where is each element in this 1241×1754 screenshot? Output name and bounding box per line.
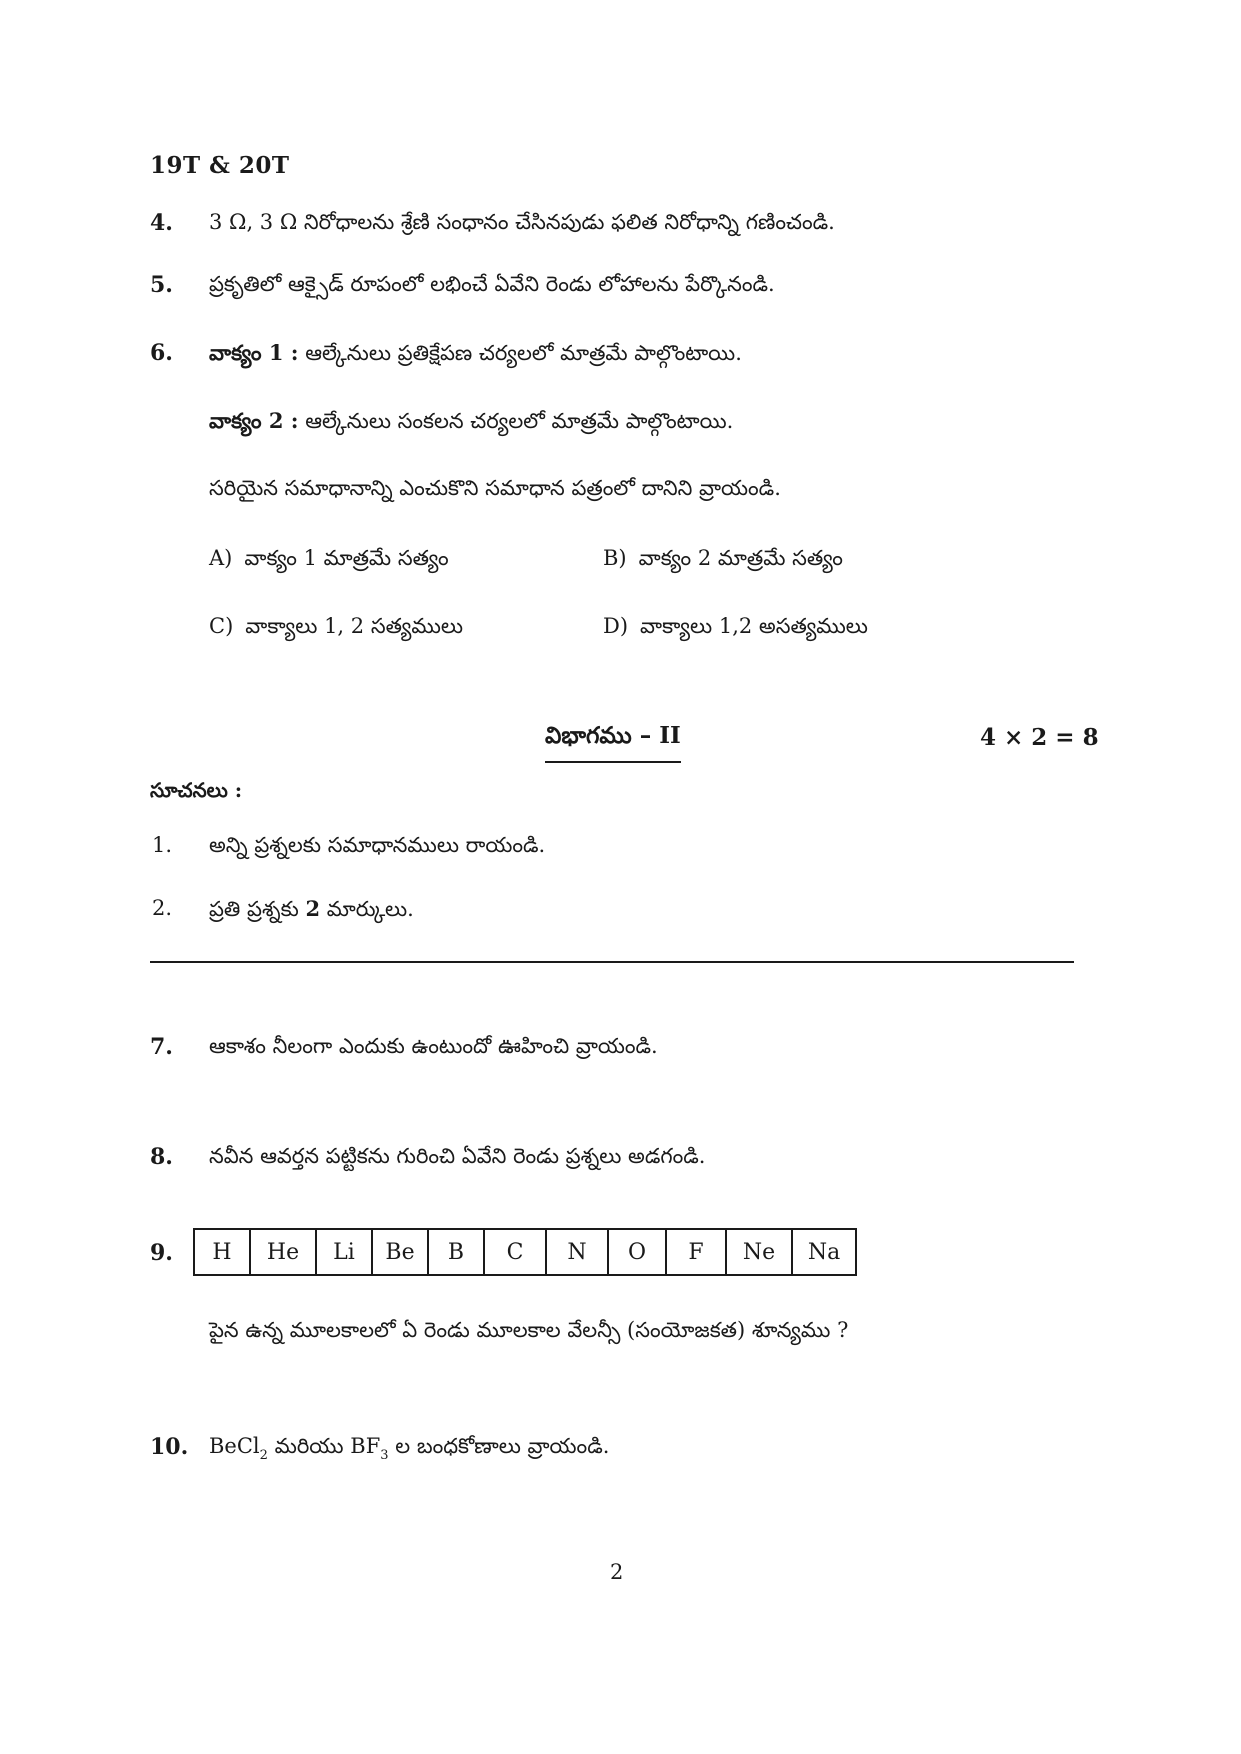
element-cell: O	[608, 1229, 666, 1275]
element-cell: Li	[316, 1229, 372, 1275]
instruction-number: 1.	[152, 833, 173, 857]
option-c	[209, 614, 463, 644]
instruction-text-before: ప్రతి ప్రశ్నకు	[209, 897, 299, 921]
question-number: 4.	[150, 210, 173, 236]
instruction-number: 2.	[152, 896, 173, 920]
element-cell: F	[666, 1229, 726, 1275]
option-text: వాక్యాలు 1,2 అసత్యములు	[640, 614, 868, 638]
option-d	[603, 614, 868, 644]
question-text: 3 Ω, 3 Ω నిరోధాలను శ్రేణి సంధానం చేసినపుడు ఫలిత నిరోధాన్ని గణించండి.	[209, 210, 835, 234]
option-text: వాక్యం 1 మాత్రమే సత్యం	[244, 546, 449, 570]
statement-1	[209, 340, 742, 371]
element-cell: N	[546, 1229, 608, 1275]
statement-2-text: ఆల్కేనులు సంకలన చర్యలలో మాత్రమే పాల్గొంటాయి.	[305, 409, 734, 433]
question-number: 8.	[150, 1144, 173, 1170]
connector-word: మరియు	[274, 1434, 344, 1458]
question-text-tail: ల బంధకోణాలు వ్రాయండి.	[395, 1434, 610, 1458]
option-label: A)	[209, 546, 233, 570]
page-number: 2	[610, 1560, 624, 1584]
instruction-marks: 2	[305, 896, 321, 921]
question-text: పైన ఉన్న మూలకాలలో ఏ రెండు మూలకాల వేలన్సీ (సంయోజకత) శూన్యము ?	[209, 1318, 849, 1342]
instructions-heading: సూచనలు :	[150, 778, 243, 802]
formula-base: BeCl	[209, 1434, 260, 1458]
question-number: 10.	[150, 1434, 189, 1460]
formula-becl	[209, 1434, 268, 1463]
element-cell: H	[194, 1229, 250, 1275]
q6-instruction: సరియైన సమాధానాన్ని ఎంచుకొని సమాధాన పత్రంలో దానిని వ్రాయండి.	[209, 476, 781, 500]
question-text: ఆకాశం నీలంగా ఎందుకు ఉంటుందో ఊహించి వ్రాయండి.	[209, 1034, 658, 1058]
formula-subscript: 2	[259, 1448, 268, 1463]
option-label: C)	[209, 614, 234, 638]
question-text: ప్రకృతిలో ఆక్సైడ్ రూపంలో లభించే ఏవేని రెండు లోహాలను పేర్కొనండి.	[209, 272, 775, 296]
statement-1-label: వాక్యం 1 :	[209, 340, 299, 365]
option-text: వాక్యాలు 1, 2 సత్యములు	[245, 614, 464, 638]
elements-table	[193, 1228, 857, 1276]
element-cell: He	[250, 1229, 316, 1275]
question-text	[209, 1434, 609, 1464]
divider-line	[150, 961, 1074, 963]
statement-1-text: ఆల్కేనులు ప్రతిక్షేపణ చర్యలలో మాత్రమే పాల్గొంటాయి.	[305, 341, 742, 365]
instruction-text: అన్ని ప్రశ్నలకు సమాధానములు రాయండి.	[209, 833, 546, 857]
formula-base: BF	[350, 1434, 381, 1458]
question-number: 9.	[150, 1240, 173, 1266]
option-label: B)	[603, 546, 627, 570]
formula-bf	[350, 1434, 389, 1463]
element-cell: B	[428, 1229, 484, 1275]
element-cell: Ne	[726, 1229, 792, 1275]
question-number: 7.	[150, 1034, 173, 1060]
element-cell: Na	[792, 1229, 856, 1275]
element-cell: Be	[372, 1229, 428, 1275]
statement-2	[209, 408, 733, 439]
section-marks: 4 × 2 = 8	[980, 724, 1099, 751]
question-text: నవీన ఆవర్తన పట్టికను గురించి ఏవేని రెండు ప్రశ్నలు అడగండి.	[209, 1144, 706, 1168]
instruction-text-after: మార్కులు.	[326, 897, 414, 921]
instruction-text	[209, 896, 414, 927]
formula-subscript: 3	[380, 1448, 389, 1463]
elements-row	[194, 1229, 856, 1275]
statement-2-label: వాక్యం 2 :	[209, 408, 299, 433]
question-number: 5.	[150, 272, 173, 298]
section-title: విభాగము – II	[545, 722, 681, 763]
option-text: వాక్యం 2 మాత్రమే సత్యం	[638, 546, 843, 570]
option-label: D)	[603, 614, 629, 638]
paper-code: 19T & 20T	[150, 152, 290, 179]
element-cell: C	[484, 1229, 546, 1275]
option-b	[603, 546, 843, 576]
question-number: 6.	[150, 340, 173, 366]
option-a	[209, 546, 449, 576]
